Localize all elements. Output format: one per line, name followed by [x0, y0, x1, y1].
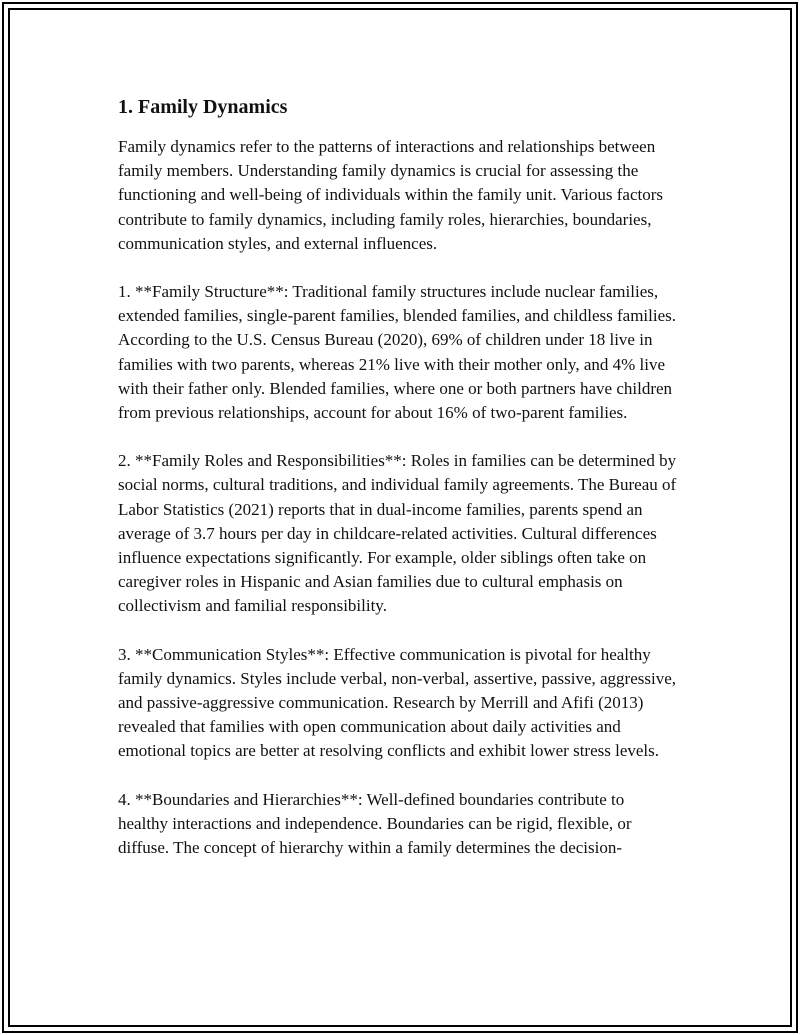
- communication-styles-paragraph: 3. **Communication Styles**: Effective communication is pivotal for healthy family dynamics. Styles include verbal, non-verbal, assertive, passive, aggressive, and passive-aggressive communication. Research by Merrill and Afifi (2013) revealed that families with open communication about daily activities and emotional topics are better at resolving conflicts and exhibit lower stress levels.: [118, 644, 677, 761]
- intro-paragraph: Family dynamics refer to the patterns of interactions and relationships between family members. Understanding family dynamics is crucial for assessing the functioning and well-being of individuals within the family unit. Various factors contribute to family dynamics, including family roles, hierarchies, boundaries, communication styles, and external influences.: [118, 137, 664, 253]
- document-body: [118, 95, 678, 884]
- family-structure-paragraph: 1. **Family Structure**: Traditional family structures include nuclear families, extended families, single-parent families, blended families, and childless families. According to the U.S. Census Bureau (2020), 69% of children under 18 live in families with two parents, whereas 21% live with their mother only, and 4% live with their father only. Blended families, where one or both partners have children from previous relationships, account for about 16% of two-parent families.: [118, 282, 676, 423]
- section-heading: 1. Family Dynamics: [118, 96, 288, 118]
- boundaries-hierarchies-paragraph: 4. **Boundaries and Hierarchies**: Well-defined boundaries contribute to healthy interactions and independence. Boundaries can be rigid, flexible, or diffuse. The concept of hierarchy within a family determines the decision-: [118, 789, 632, 858]
- family-roles-paragraph: 2. **Family Roles and Responsibilities**: Roles in families can be determined by social norms, cultural traditions, and individual family agreements. The Bureau of Labor Statistics (2021) reports that in dual-income families, parents spend an average of 3.7 hours per day in childcare-related activities. Cultural differences influence expectations significantly. For example, older siblings often take on caregiver roles in Hispanic and Asian families due to cultural emphasis on collectivism and familial responsibility.: [118, 451, 677, 616]
